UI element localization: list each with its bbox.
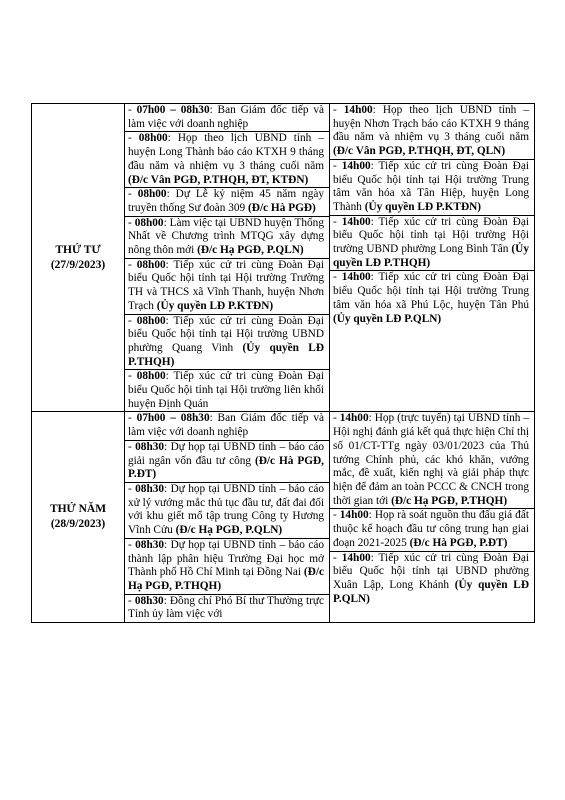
schedule-entry: - 14h00: Tiếp xúc cử tri cùng Đoàn Đại biểu Quốc hội tỉnh tại Hội trường Trung tâm văn hóa xã Tân Hiệp, huyện Long Thành (Ủy quyền LĐ P.KTĐN) — [330, 160, 534, 216]
schedule-entry: - 14h00: Họp rà soát nguồn thu đấu giá đất thuộc kế hoạch đầu tư công trung hạn giai đoạn 2021-2025 (Đ/c Hà PGĐ, P.ĐT) — [330, 509, 534, 551]
schedule-entry: - 14h00: Tiếp xúc cử tri cùng Đoàn Đại biểu Quốc hội tỉnh tại UBND phường Xuân Lập, Long Khánh (Ủy quyền LĐ P.QLN) — [333, 551, 530, 605]
day-name: THỨ TƯ — [55, 243, 101, 256]
schedule-sheet — [31, 103, 535, 623]
schedule-row-wednesday — [32, 104, 535, 412]
schedule-entry: - 08h00: Tiếp xúc cử tri cùng Đoàn Đại biểu Quốc hội tỉnh tại Hội trường Trường TH và THCS xã Vĩnh Thanh, huyện Nhơn Trạch (Ủy quyền LĐ P.KTĐN) — [125, 259, 329, 315]
day-cell — [32, 412, 125, 623]
schedule-row-thursday — [32, 412, 535, 623]
schedule-entry: - 14h00: Tiếp xúc cử tri cùng Đoàn Đại biểu Quốc hội tỉnh tại Hội trường Trung tâm văn hóa xã Phú Lộc, huyện Tân Phú (Ủy quyền LĐ P.QLN) — [333, 271, 529, 325]
schedule-entry: - 08h00: Tiếp xúc cử tri cùng Đoàn Đại biểu Quốc hội tỉnh tại Hội trường liên khối huyện Định Quán — [128, 370, 324, 410]
morning-cell — [125, 412, 330, 623]
morning-cell — [125, 104, 330, 412]
afternoon-cell — [330, 412, 535, 623]
day-name: THỨ NĂM — [49, 503, 107, 516]
day-date: (27/9/2023) — [50, 258, 106, 271]
schedule-entry: - 07h00 – 08h30: Ban Giám đốc tiếp và làm việc với doanh nghiệp — [125, 104, 329, 132]
schedule-entry: - 08h30: Dự họp tại UBND tỉnh – báo cáo thành lập phân hiệu Trường Đại học mở Thành phố Hồ Chí Minh tại Đồng Nai (Đ/c Hạ PGĐ, P.THQH) — [125, 539, 329, 595]
schedule-entry: - 08h00: Tiếp xúc cử tri cùng Đoàn Đại biểu Quốc hội tỉnh tại Hội trường UBND phường Quang Vinh (Ủy quyền LĐ P.THQH) — [125, 315, 329, 371]
schedule-entry: - 08h30: Dự họp tại UBND tỉnh – báo cáo giải ngân vốn đầu tư công (Đ/c Hà PGĐ, P.ĐT) — [125, 441, 329, 483]
schedule-entry: - 14h00: Họp theo lịch UBND tỉnh – huyện Nhơn Trạch báo cáo KTXH 9 tháng đầu năm và nhiệm vụ 3 tháng cuối năm (Đ/c Vân PGĐ, P.THQH, ĐT, QLN) — [330, 104, 534, 160]
schedule-entry: - 08h00: Họp theo lịch UBND tỉnh – huyện Long Thành báo cáo KTXH 9 tháng đầu năm và nhiệm vụ 3 tháng cuối năm (Đ/c Vân PGĐ, P.THQH, ĐT, KTĐN) — [125, 132, 329, 188]
schedule-entry: - 08h00: Làm việc tại UBND huyện Thống Nhất về Chương trình MTQG xây dựng nông thôn mới (Đ/c Hạ PGĐ, P.QLN) — [125, 217, 329, 259]
schedule-entry: - 08h30: Đồng chí Phó Bí thư Thường trực Tỉnh ủy làm việc với — [128, 594, 324, 621]
afternoon-cell — [330, 104, 535, 412]
schedule-table — [31, 103, 535, 623]
schedule-entry: - 08h30: Dự họp tại UBND tỉnh – báo cáo xử lý vướng mắc thủ tục đầu tư, đất đai đối với khu giết mổ tập trung Công ty Hương Vĩnh Cửu (Đ/c Hạ PGĐ, P.QLN) — [125, 483, 329, 539]
schedule-entry: - 14h00: Tiếp xúc cử tri cùng Đoàn Đại biểu Quốc hội tỉnh tại Hội trường Hội trường UBND phường Long Bình Tân (Ủy quyền LĐ P.THQH) — [330, 216, 534, 272]
day-cell — [32, 104, 125, 412]
schedule-entry: - 14h00: Họp (trực tuyến) tại UBND tỉnh – Hội nghị đánh giá kết quả thực hiện Chỉ thị số 01/CT-TTg ngày 03/01/2023 của Thủ tướng Chính phủ, các khó khăn, vướng mắc, đề xuất, kiến nghị và giải pháp thực hiện để đảm an toàn PCCC & CNCH trong thời gian tới (Đ/c Hạ PGĐ, P.THQH) — [330, 412, 534, 509]
schedule-entry: - 07h00 – 08h30: Ban Giám đốc tiếp và làm việc với doanh nghiệp — [125, 412, 329, 440]
schedule-entry: - 08h00: Dự Lễ kỷ niệm 45 năm ngày truyền thống Sư đoàn 309 (Đ/c Hà PGĐ) — [125, 188, 329, 216]
day-date: (28/9/2023) — [50, 518, 106, 531]
